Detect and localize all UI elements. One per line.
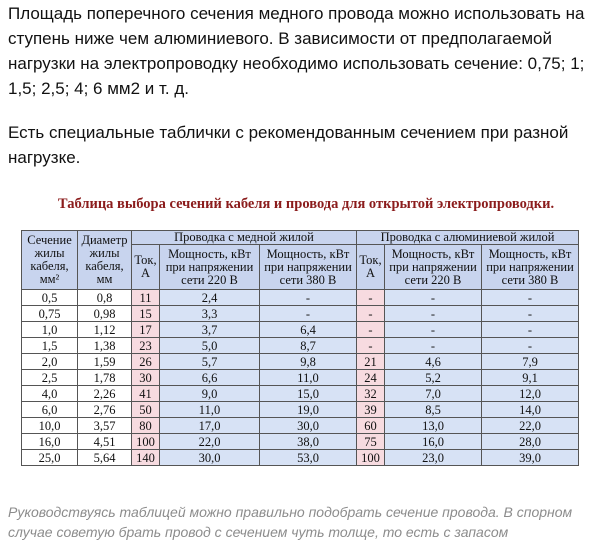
- cell-al-power-220: 8,5: [385, 402, 482, 418]
- cell-al-power-220: -: [385, 338, 482, 354]
- cell-al-power-380: -: [482, 306, 579, 322]
- cell-al-power-380: -: [482, 338, 579, 354]
- cell-al-power-380: -: [482, 290, 579, 306]
- cell-cu-power-220: 2,4: [160, 290, 260, 306]
- cell-cu-current: 30: [132, 370, 160, 386]
- cell-section: 0,5: [22, 290, 78, 306]
- cell-al-power-220: -: [385, 322, 482, 338]
- cell-diameter: 5,64: [78, 450, 132, 466]
- cell-cu-power-380: 19,0: [260, 402, 357, 418]
- cell-al-power-220: 5,2: [385, 370, 482, 386]
- cell-al-power-380: 9,1: [482, 370, 579, 386]
- header-cu-current: Ток, А: [132, 245, 160, 290]
- cell-cu-power-220: 5,0: [160, 338, 260, 354]
- cell-cu-power-380: 38,0: [260, 434, 357, 450]
- cell-al-power-380: 14,0: [482, 402, 579, 418]
- caption: Руководствуясь таблицей можно правильно подобрать сечение провода. В спорном случае советую брать провод с сечением чуть толще, то есть с запасом: [8, 504, 573, 540]
- cell-section: 6,0: [22, 402, 78, 418]
- cell-diameter: 1,78: [78, 370, 132, 386]
- table-title: Таблица выбора сечений кабеля и провода для открытой электропроводки.: [57, 196, 555, 212]
- cell-al-power-220: -: [385, 306, 482, 322]
- cell-cu-current: 50: [132, 402, 160, 418]
- cell-diameter: 4,51: [78, 434, 132, 450]
- table-row: [22, 290, 579, 306]
- table-row: [22, 322, 579, 338]
- cell-al-power-380: 28,0: [482, 434, 579, 450]
- cell-al-power-220: 16,0: [385, 434, 482, 450]
- header-diameter: Диаметр жилы кабеля, мм: [78, 231, 132, 290]
- cell-cu-current: 80: [132, 418, 160, 434]
- cell-cu-current: 100: [132, 434, 160, 450]
- cell-cu-current: 26: [132, 354, 160, 370]
- table-row: [22, 418, 579, 434]
- cell-cu-current: 15: [132, 306, 160, 322]
- cell-cu-power-220: 9,0: [160, 386, 260, 402]
- cell-cu-power-380: 11,0: [260, 370, 357, 386]
- cell-cu-current: 41: [132, 386, 160, 402]
- cell-al-current: 60: [357, 418, 385, 434]
- table-row: [22, 354, 579, 370]
- table-row: [22, 386, 579, 402]
- cell-cu-power-380: 6,4: [260, 322, 357, 338]
- table-row: [22, 306, 579, 322]
- table-row: [22, 450, 579, 466]
- cell-al-current: -: [357, 290, 385, 306]
- cell-section: 1,5: [22, 338, 78, 354]
- header-cu-power-380: Мощность, кВт при напряжении сети 380 В: [260, 245, 357, 290]
- cell-section: 2,5: [22, 370, 78, 386]
- header-cu-power-220: Мощность, кВт при напряжении сети 220 В: [160, 245, 260, 290]
- cell-cu-power-220: 17,0: [160, 418, 260, 434]
- cell-al-power-380: 7,9: [482, 354, 579, 370]
- table-row: [22, 338, 579, 354]
- cell-diameter: 2,26: [78, 386, 132, 402]
- cell-section: 16,0: [22, 434, 78, 450]
- cell-cu-power-220: 6,6: [160, 370, 260, 386]
- cell-al-current: 32: [357, 386, 385, 402]
- cell-al-power-220: 7,0: [385, 386, 482, 402]
- cell-al-current: 100: [357, 450, 385, 466]
- cell-al-power-220: 4,6: [385, 354, 482, 370]
- cell-al-power-220: 13,0: [385, 418, 482, 434]
- cell-cu-power-220: 30,0: [160, 450, 260, 466]
- header-section: Сечение жилы кабеля, мм²: [22, 231, 78, 290]
- cell-cu-power-380: 9,8: [260, 354, 357, 370]
- header-copper-group: Проводка с медной жилой: [132, 231, 357, 245]
- cell-al-power-220: -: [385, 290, 482, 306]
- cell-al-power-380: 12,0: [482, 386, 579, 402]
- cell-section: 4,0: [22, 386, 78, 402]
- cell-al-power-220: 23,0: [385, 450, 482, 466]
- cell-cu-power-380: 53,0: [260, 450, 357, 466]
- header-aluminum-group: Проводка с алюминиевой жилой: [357, 231, 579, 245]
- cell-cu-power-380: 15,0: [260, 386, 357, 402]
- cell-al-current: 24: [357, 370, 385, 386]
- cell-cu-power-220: 11,0: [160, 402, 260, 418]
- cell-al-current: -: [357, 338, 385, 354]
- cell-cu-current: 11: [132, 290, 160, 306]
- cell-diameter: 0,98: [78, 306, 132, 322]
- cell-diameter: 2,76: [78, 402, 132, 418]
- cell-diameter: 0,8: [78, 290, 132, 306]
- cell-al-current: -: [357, 322, 385, 338]
- cell-cu-power-380: 30,0: [260, 418, 357, 434]
- cell-section: 0,75: [22, 306, 78, 322]
- cell-diameter: 1,59: [78, 354, 132, 370]
- cell-cu-power-220: 3,7: [160, 322, 260, 338]
- cell-cu-current: 23: [132, 338, 160, 354]
- cell-al-current: 75: [357, 434, 385, 450]
- cable-table-figure: [8, 182, 604, 488]
- intro-paragraph: Площадь поперечного сечения медного провода можно использовать на ступень ниже чем алюминиевого. В зависимости от предполагаемой нагрузки на электропроводку необходимо использовать сечение: 0,75; 1; 1,5; 2,5; 4; 6 мм2 и т. д.: [8, 4, 585, 98]
- cell-al-power-380: -: [482, 322, 579, 338]
- cell-cu-power-380: -: [260, 290, 357, 306]
- cell-al-power-380: 22,0: [482, 418, 579, 434]
- header-al-power-380: Мощность, кВт при напряжении сети 380 В: [482, 245, 579, 290]
- cell-al-current: -: [357, 306, 385, 322]
- cell-diameter: 1,12: [78, 322, 132, 338]
- table-row: [22, 434, 579, 450]
- cell-al-current: 39: [357, 402, 385, 418]
- cell-section: 10,0: [22, 418, 78, 434]
- second-paragraph: Есть специальные таблички с рекомендованным сечением при разной нагрузке.: [8, 123, 569, 167]
- cell-diameter: 3,57: [78, 418, 132, 434]
- cell-cu-current: 140: [132, 450, 160, 466]
- table-row: [22, 402, 579, 418]
- cell-cu-power-220: 5,7: [160, 354, 260, 370]
- cell-al-power-380: 39,0: [482, 450, 579, 466]
- cell-cu-power-220: 22,0: [160, 434, 260, 450]
- cell-cu-power-380: 8,7: [260, 338, 357, 354]
- cell-section: 25,0: [22, 450, 78, 466]
- cell-section: 2,0: [22, 354, 78, 370]
- table-row: [22, 370, 579, 386]
- cell-al-current: 21: [357, 354, 385, 370]
- cell-cu-power-380: -: [260, 306, 357, 322]
- cell-diameter: 1,38: [78, 338, 132, 354]
- header-al-power-220: Мощность, кВт при напряжении сети 220 В: [385, 245, 482, 290]
- cell-cu-power-220: 3,3: [160, 306, 260, 322]
- cable-selection-table: [21, 230, 579, 466]
- header-al-current: Ток, А: [357, 245, 385, 290]
- cell-section: 1,0: [22, 322, 78, 338]
- cell-cu-current: 17: [132, 322, 160, 338]
